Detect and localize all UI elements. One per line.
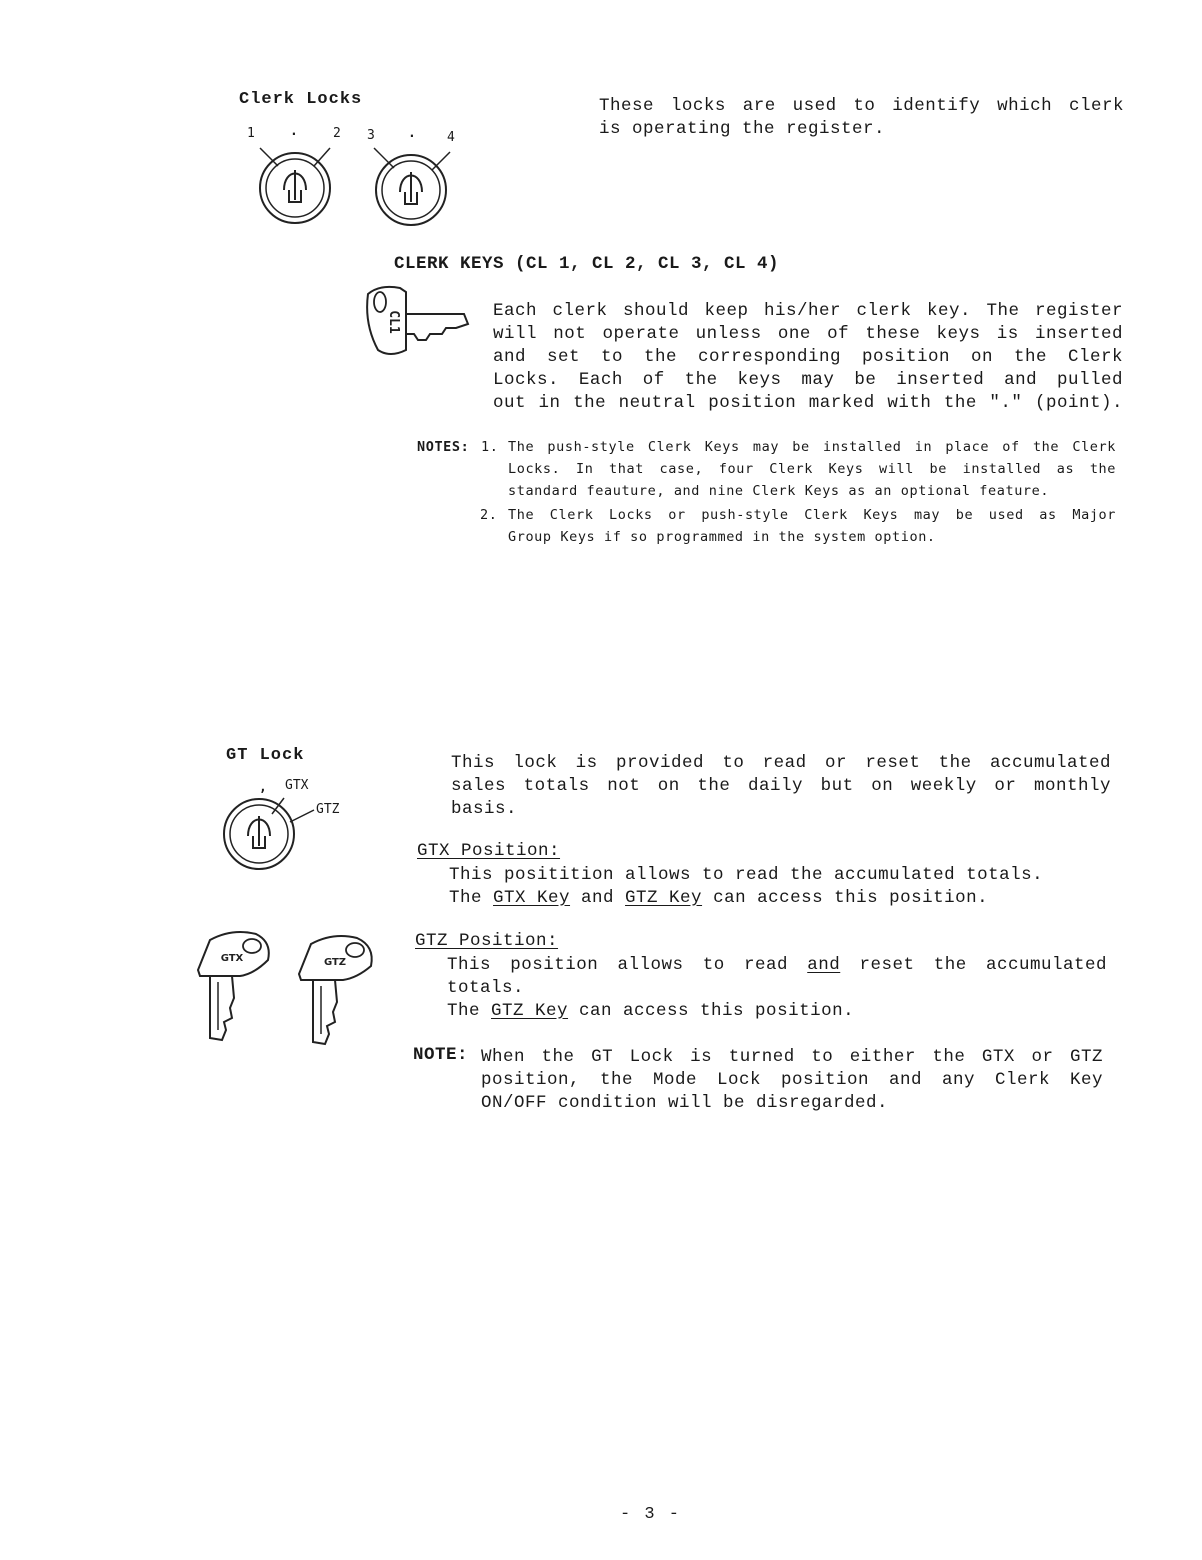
gt-lock-heading: GT Lock [226, 746, 305, 765]
gtz-key-label: GTZ [323, 957, 347, 968]
note-2-number: 2. [480, 507, 498, 523]
gtz-position-text: This position allows to read and reset the accumulated totals. The GTZ Key can access this position. [447, 955, 1107, 1021]
notes-label: NOTES: [417, 439, 470, 455]
gtx-key-label: GTX [220, 953, 244, 964]
clerk-keys-heading: CLERK KEYS (CL 1, CL 2, CL 3, CL 4) [394, 254, 780, 274]
lock1-position-1: 1 [247, 126, 255, 141]
gt-lock-position-gtz: GTZ [316, 802, 340, 817]
lock2-position-3: 3 [367, 128, 375, 143]
gtx-key-icon [192, 926, 282, 1048]
page-number: - 3 - [620, 1505, 682, 1524]
gt-lock-position-gtx: GTX [285, 778, 309, 793]
gtx-position-heading: GTX Position: [417, 841, 561, 861]
clerk-lock-2-icon [368, 142, 458, 227]
note-1-number: 1. [481, 439, 499, 455]
gtx-position-text: This positition allows to read the accumulated totals. The GTX Key and GTZ Key can access this position. [449, 865, 1044, 908]
gt-lock-position-dot: , [259, 780, 267, 795]
clerk-keys-paragraph: Each clerk should keep his/her clerk key. The register will not operate unless one of these keys is inserted and set to the corresponding position on the Clerk Locks. Each of the keys may be inserted and pulled out in the neutral position marked with the "." (point). [493, 301, 1123, 413]
clerk-lock-1-icon [250, 140, 340, 225]
gtz-position-heading: GTZ Position: [415, 931, 559, 951]
lock2-position-4: 4 [447, 130, 455, 145]
gtz-key-icon [293, 930, 383, 1052]
clerk-key-icon [360, 284, 480, 364]
lock1-position-dot: . [290, 124, 298, 139]
clerk-locks-heading: Clerk Locks [239, 90, 363, 109]
clerk-key-label: CL1 [386, 310, 401, 334]
note-2-text: The Clerk Locks or push-style Clerk Keys may be used as Major Group Keys if so programmed in the system option. [508, 507, 1116, 545]
clerk-locks-description: These locks are used to identify which clerk is operating the register. [599, 96, 1124, 139]
note-1-text: The push-style Clerk Keys may be installed in place of the Clerk Locks. In that case, four Clerk Keys will be installed as the standard feauture, and nine Clerk Keys as an optional feature. [508, 439, 1116, 499]
note-text: When the GT Lock is turned to either the GTX or GTZ position, the Mode Lock position and any Clerk Key ON/OFF condition will be disregarded. [481, 1047, 1103, 1113]
note-label: NOTE: [413, 1045, 469, 1065]
lock1-position-2: 2 [333, 126, 341, 141]
gt-lock-icon [222, 792, 312, 877]
gt-lock-intro: This lock is provided to read or reset the accumulated sales totals not on the daily but on weekly or monthly basis. [451, 753, 1111, 819]
lock2-position-dot: . [408, 126, 416, 141]
